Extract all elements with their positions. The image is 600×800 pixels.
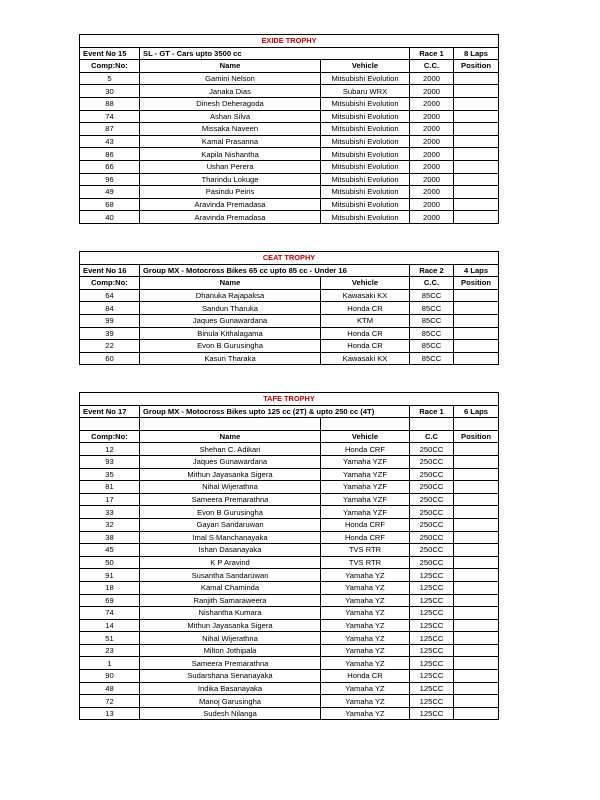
comp-no-cell: 60: [80, 352, 140, 365]
cc-cell: 125CC: [410, 632, 454, 645]
comp-no-cell: 33: [80, 506, 140, 519]
name-cell: Nihal Wijerathna: [140, 481, 321, 494]
cc-cell: 2000: [410, 85, 454, 98]
tafe-trophy-table: [79, 392, 499, 720]
position-cell: [454, 657, 499, 670]
cc-cell: 125CC: [410, 619, 454, 632]
vehicle-cell: Yamaha YZ: [321, 607, 410, 620]
header-vehicle: Vehicle: [321, 277, 410, 290]
name-cell: Kamal Chaminda: [140, 581, 321, 594]
vehicle-cell: Yamaha YZ: [321, 632, 410, 645]
vehicle-cell: Mitsubishi Evolution: [321, 110, 410, 123]
cc-cell: 250CC: [410, 506, 454, 519]
event-description: Group MX - Motocross Bikes upto 125 cc (2T) & upto 250 cc (4T): [140, 405, 410, 418]
comp-no-cell: 39: [80, 327, 140, 340]
comp-no-cell: 49: [80, 186, 140, 199]
table-row: [80, 340, 499, 353]
table-row: [80, 314, 499, 327]
vehicle-cell: Mitsubishi Evolution: [321, 173, 410, 186]
table-row: [80, 110, 499, 123]
name-cell: Dinesh Deheragoda: [140, 97, 321, 110]
table-row: [80, 581, 499, 594]
vehicle-cell: Honda CR: [321, 670, 410, 683]
name-cell: Binula Kithalagama: [140, 327, 321, 340]
ceat-trophy-table: [79, 251, 499, 365]
position-cell: [454, 607, 499, 620]
cc-cell: 2000: [410, 148, 454, 161]
name-cell: Evon B Gurusingha: [140, 506, 321, 519]
vehicle-cell: Yamaha YZ: [321, 707, 410, 720]
cc-cell: 2000: [410, 110, 454, 123]
name-cell: Ranjith Samaraweera: [140, 594, 321, 607]
comp-no-cell: 51: [80, 632, 140, 645]
name-cell: Mithun Jayasanka Sigera: [140, 468, 321, 481]
name-cell: Kamal Prasanna: [140, 135, 321, 148]
cc-cell: 85CC: [410, 340, 454, 353]
name-cell: Gamini Nelson: [140, 72, 321, 85]
comp-no-cell: 13: [80, 707, 140, 720]
table-row: [80, 518, 499, 531]
header-cc: C.C.: [410, 60, 454, 73]
vehicle-cell: Honda CR: [321, 327, 410, 340]
cc-cell: 125CC: [410, 644, 454, 657]
table-row: [80, 682, 499, 695]
comp-no-cell: 91: [80, 569, 140, 582]
header-position: Position: [454, 60, 499, 73]
name-cell: K P Aravind: [140, 556, 321, 569]
position-cell: [454, 594, 499, 607]
name-cell: Imal S Manchanayaka: [140, 531, 321, 544]
table-row: [80, 148, 499, 161]
vehicle-cell: Honda CRF: [321, 443, 410, 456]
vehicle-cell: Kawasaki KX: [321, 289, 410, 302]
cc-cell: 250CC: [410, 518, 454, 531]
position-cell: [454, 518, 499, 531]
position-cell: [454, 123, 499, 136]
name-cell: Susantha Sandaruwan: [140, 569, 321, 582]
header-name: Name: [140, 277, 321, 290]
vehicle-cell: Mitsubishi Evolution: [321, 211, 410, 224]
table-row: [80, 72, 499, 85]
table-row: [80, 544, 499, 557]
vehicle-cell: Yamaha YZF: [321, 493, 410, 506]
table-row: [80, 135, 499, 148]
cc-cell: 250CC: [410, 455, 454, 468]
comp-no-cell: 22: [80, 340, 140, 353]
cc-cell: 125CC: [410, 594, 454, 607]
cc-cell: 2000: [410, 211, 454, 224]
comp-no-cell: 74: [80, 607, 140, 620]
position-cell: [454, 556, 499, 569]
comp-no-cell: 99: [80, 314, 140, 327]
position-cell: [454, 493, 499, 506]
name-cell: Nihal Wijerathna: [140, 632, 321, 645]
vehicle-cell: Yamaha YZ: [321, 581, 410, 594]
table-row: [80, 123, 499, 136]
table-row: [80, 707, 499, 720]
cc-cell: 125CC: [410, 682, 454, 695]
comp-no-cell: 69: [80, 594, 140, 607]
header-vehicle: Vehicle: [321, 60, 410, 73]
comp-no-cell: 48: [80, 682, 140, 695]
vehicle-cell: TVS RTR: [321, 544, 410, 557]
cc-cell: 125CC: [410, 581, 454, 594]
cc-cell: 125CC: [410, 657, 454, 670]
cc-cell: 250CC: [410, 531, 454, 544]
name-cell: Aravinda Premadasa: [140, 198, 321, 211]
vehicle-cell: Mitsubishi Evolution: [321, 148, 410, 161]
comp-no-cell: 45: [80, 544, 140, 557]
table-row: [80, 670, 499, 683]
cc-cell: 125CC: [410, 707, 454, 720]
vehicle-cell: Honda CRF: [321, 531, 410, 544]
vehicle-cell: Honda CR: [321, 302, 410, 315]
name-cell: Sudarshana Senanayaka: [140, 670, 321, 683]
header-name: Name: [140, 430, 321, 443]
event-number: Event No 16: [80, 264, 140, 277]
name-cell: Pasindu Peiris: [140, 186, 321, 199]
vehicle-cell: Yamaha YZ: [321, 657, 410, 670]
blank-cell: [80, 418, 140, 431]
name-cell: Kapila Nishantha: [140, 148, 321, 161]
cc-cell: 2000: [410, 135, 454, 148]
table-row: [80, 289, 499, 302]
position-cell: [454, 85, 499, 98]
header-vehicle: Vehicle: [321, 430, 410, 443]
vehicle-cell: Mitsubishi Evolution: [321, 160, 410, 173]
position-cell: [454, 619, 499, 632]
vehicle-cell: Mitsubishi Evolution: [321, 123, 410, 136]
comp-no-cell: 1: [80, 657, 140, 670]
position-cell: [454, 682, 499, 695]
table-header-row: [80, 60, 499, 73]
blank-cell: [454, 418, 499, 431]
name-cell: Sameera Premarathna: [140, 657, 321, 670]
position-cell: [454, 670, 499, 683]
comp-no-cell: 35: [80, 468, 140, 481]
cc-cell: 125CC: [410, 607, 454, 620]
comp-no-cell: 72: [80, 695, 140, 708]
cc-cell: 2000: [410, 186, 454, 199]
position-cell: [454, 289, 499, 302]
comp-no-cell: 90: [80, 670, 140, 683]
position-cell: [454, 352, 499, 365]
comp-no-cell: 64: [80, 289, 140, 302]
table-row: [80, 481, 499, 494]
position-cell: [454, 695, 499, 708]
name-cell: Ushan Perera: [140, 160, 321, 173]
name-cell: Milton Jothipala: [140, 644, 321, 657]
vehicle-cell: Kawasaki KX: [321, 352, 410, 365]
trophy-title: CEAT TROPHY: [80, 252, 499, 265]
table-row: [80, 455, 499, 468]
comp-no-cell: 12: [80, 443, 140, 456]
header-position: Position: [454, 277, 499, 290]
vehicle-cell: TVS RTR: [321, 556, 410, 569]
header-cc: C.C.: [410, 277, 454, 290]
exide-entries: [80, 72, 499, 223]
position-cell: [454, 506, 499, 519]
event-description: Group MX - Motocross Bikes 65 cc upto 85 cc - Under 16: [140, 264, 410, 277]
trophy-title: TAFE TROPHY: [80, 393, 499, 406]
vehicle-cell: Yamaha YZ: [321, 594, 410, 607]
vehicle-cell: Honda CR: [321, 340, 410, 353]
trophy-title: EXIDE TROPHY: [80, 35, 499, 48]
vehicle-cell: Yamaha YZ: [321, 619, 410, 632]
comp-no-cell: 38: [80, 531, 140, 544]
comp-no-cell: 74: [80, 110, 140, 123]
vehicle-cell: Mitsubishi Evolution: [321, 186, 410, 199]
position-cell: [454, 468, 499, 481]
position-cell: [454, 455, 499, 468]
cc-cell: 85CC: [410, 302, 454, 315]
event-number: Event No 15: [80, 47, 140, 60]
position-cell: [454, 173, 499, 186]
cc-cell: 250CC: [410, 481, 454, 494]
vehicle-cell: Honda CRF: [321, 518, 410, 531]
position-cell: [454, 481, 499, 494]
name-cell: Dhanuka Rajapaksa: [140, 289, 321, 302]
name-cell: Aravinda Premadasa: [140, 211, 321, 224]
event-number: Event No 17: [80, 405, 140, 418]
name-cell: Indika Basanayaka: [140, 682, 321, 695]
cc-cell: 125CC: [410, 569, 454, 582]
table-row: [80, 352, 499, 365]
table-row: [80, 173, 499, 186]
comp-no-cell: 30: [80, 85, 140, 98]
header-cc: C.C: [410, 430, 454, 443]
comp-no-cell: 84: [80, 302, 140, 315]
vehicle-cell: Yamaha YZF: [321, 506, 410, 519]
vehicle-cell: Subaru WRX: [321, 85, 410, 98]
header-position: Position: [454, 430, 499, 443]
name-cell: Shehan C. Adikari: [140, 443, 321, 456]
cc-cell: 125CC: [410, 670, 454, 683]
table-row: [80, 644, 499, 657]
position-cell: [454, 544, 499, 557]
event-description: SL - GT - Cars upto 3500 cc: [140, 47, 410, 60]
name-cell: Sandun Tharuka: [140, 302, 321, 315]
position-cell: [454, 186, 499, 199]
cc-cell: 85CC: [410, 289, 454, 302]
table-row: [80, 443, 499, 456]
comp-no-cell: 18: [80, 581, 140, 594]
blank-cell: [410, 418, 454, 431]
comp-no-cell: 5: [80, 72, 140, 85]
cc-cell: 2000: [410, 72, 454, 85]
name-cell: Jaques Gunawardana: [140, 455, 321, 468]
comp-no-cell: 86: [80, 148, 140, 161]
comp-no-cell: 23: [80, 644, 140, 657]
name-cell: Manoj Garusingha: [140, 695, 321, 708]
comp-no-cell: 50: [80, 556, 140, 569]
comp-no-cell: 40: [80, 211, 140, 224]
vehicle-cell: Yamaha YZ: [321, 644, 410, 657]
table-row: [80, 531, 499, 544]
vehicle-cell: Yamaha YZF: [321, 481, 410, 494]
position-cell: [454, 569, 499, 582]
table-row: [80, 186, 499, 199]
cc-cell: 250CC: [410, 468, 454, 481]
table-row: [80, 468, 499, 481]
name-cell: Nishantha Kumara: [140, 607, 321, 620]
cc-cell: 250CC: [410, 443, 454, 456]
name-cell: Tharindu Lokuge: [140, 173, 321, 186]
race-number: Race 2: [410, 264, 454, 277]
position-cell: [454, 135, 499, 148]
exide-trophy-table: [79, 34, 499, 224]
position-cell: [454, 97, 499, 110]
header-comp-no: Comp:No:: [80, 430, 140, 443]
comp-no-cell: 14: [80, 619, 140, 632]
header-comp-no: Comp:No:: [80, 60, 140, 73]
name-cell: Mithun Jayasanka Sigera: [140, 619, 321, 632]
table-header-row: [80, 277, 499, 290]
cc-cell: 2000: [410, 198, 454, 211]
vehicle-cell: Yamaha YZF: [321, 455, 410, 468]
cc-cell: 250CC: [410, 556, 454, 569]
comp-no-cell: 93: [80, 455, 140, 468]
vehicle-cell: Yamaha YZF: [321, 468, 410, 481]
cc-cell: 85CC: [410, 352, 454, 365]
table-row: [80, 160, 499, 173]
position-cell: [454, 632, 499, 645]
table-row: [80, 594, 499, 607]
position-cell: [454, 110, 499, 123]
comp-no-cell: 87: [80, 123, 140, 136]
comp-no-cell: 68: [80, 198, 140, 211]
position-cell: [454, 531, 499, 544]
comp-no-cell: 88: [80, 97, 140, 110]
table-header-row: [80, 430, 499, 443]
ceat-entries: [80, 289, 499, 365]
name-cell: Jaques Gunawardana: [140, 314, 321, 327]
laps-count: 4 Laps: [454, 264, 499, 277]
position-cell: [454, 314, 499, 327]
name-cell: Sameera Premarathna: [140, 493, 321, 506]
table-row: [80, 607, 499, 620]
header-name: Name: [140, 60, 321, 73]
laps-count: 8 Laps: [454, 47, 499, 60]
cc-cell: 85CC: [410, 327, 454, 340]
position-cell: [454, 443, 499, 456]
comp-no-cell: 81: [80, 481, 140, 494]
race-number: Race 1: [410, 405, 454, 418]
comp-no-cell: 43: [80, 135, 140, 148]
table-row: [80, 302, 499, 315]
cc-cell: 250CC: [410, 493, 454, 506]
cc-cell: 250CC: [410, 544, 454, 557]
table-row: [80, 85, 499, 98]
cc-cell: 85CC: [410, 314, 454, 327]
cc-cell: 125CC: [410, 695, 454, 708]
position-cell: [454, 707, 499, 720]
name-cell: Ashan Silva: [140, 110, 321, 123]
table-row: [80, 619, 499, 632]
cc-cell: 2000: [410, 160, 454, 173]
name-cell: Evon B Gurusingha: [140, 340, 321, 353]
header-comp-no: Comp:No:: [80, 277, 140, 290]
vehicle-cell: Mitsubishi Evolution: [321, 135, 410, 148]
comp-no-cell: 96: [80, 173, 140, 186]
laps-count: 6 Laps: [454, 405, 499, 418]
name-cell: Sudesh Nilanga: [140, 707, 321, 720]
name-cell: Missaka Naveen: [140, 123, 321, 136]
vehicle-cell: Mitsubishi Evolution: [321, 72, 410, 85]
vehicle-cell: Yamaha YZ: [321, 682, 410, 695]
cc-cell: 2000: [410, 123, 454, 136]
table-row: [80, 506, 499, 519]
position-cell: [454, 644, 499, 657]
blank-cell: [140, 418, 321, 431]
position-cell: [454, 327, 499, 340]
vehicle-cell: Mitsubishi Evolution: [321, 198, 410, 211]
table-row: [80, 569, 499, 582]
name-cell: Janaka Dias: [140, 85, 321, 98]
position-cell: [454, 302, 499, 315]
blank-cell: [321, 418, 410, 431]
table-row: [80, 556, 499, 569]
table-row: [80, 198, 499, 211]
comp-no-cell: 66: [80, 160, 140, 173]
table-row: [80, 493, 499, 506]
blank-row: [80, 418, 499, 431]
table-row: [80, 211, 499, 224]
position-cell: [454, 198, 499, 211]
vehicle-cell: Yamaha YZ: [321, 569, 410, 582]
position-cell: [454, 211, 499, 224]
cc-cell: 2000: [410, 173, 454, 186]
table-row: [80, 327, 499, 340]
position-cell: [454, 72, 499, 85]
position-cell: [454, 340, 499, 353]
comp-no-cell: 32: [80, 518, 140, 531]
name-cell: Gayan Sandaruwan: [140, 518, 321, 531]
position-cell: [454, 160, 499, 173]
table-row: [80, 97, 499, 110]
vehicle-cell: Yamaha YZ: [321, 695, 410, 708]
position-cell: [454, 148, 499, 161]
name-cell: Ishan Dasanayaka: [140, 544, 321, 557]
table-row: [80, 657, 499, 670]
table-row: [80, 632, 499, 645]
cc-cell: 2000: [410, 97, 454, 110]
comp-no-cell: 17: [80, 493, 140, 506]
position-cell: [454, 581, 499, 594]
name-cell: Kasun Tharaka: [140, 352, 321, 365]
vehicle-cell: KTM: [321, 314, 410, 327]
vehicle-cell: Mitsubishi Evolution: [321, 97, 410, 110]
race-number: Race 1: [410, 47, 454, 60]
tafe-entries: [80, 443, 499, 720]
table-row: [80, 695, 499, 708]
